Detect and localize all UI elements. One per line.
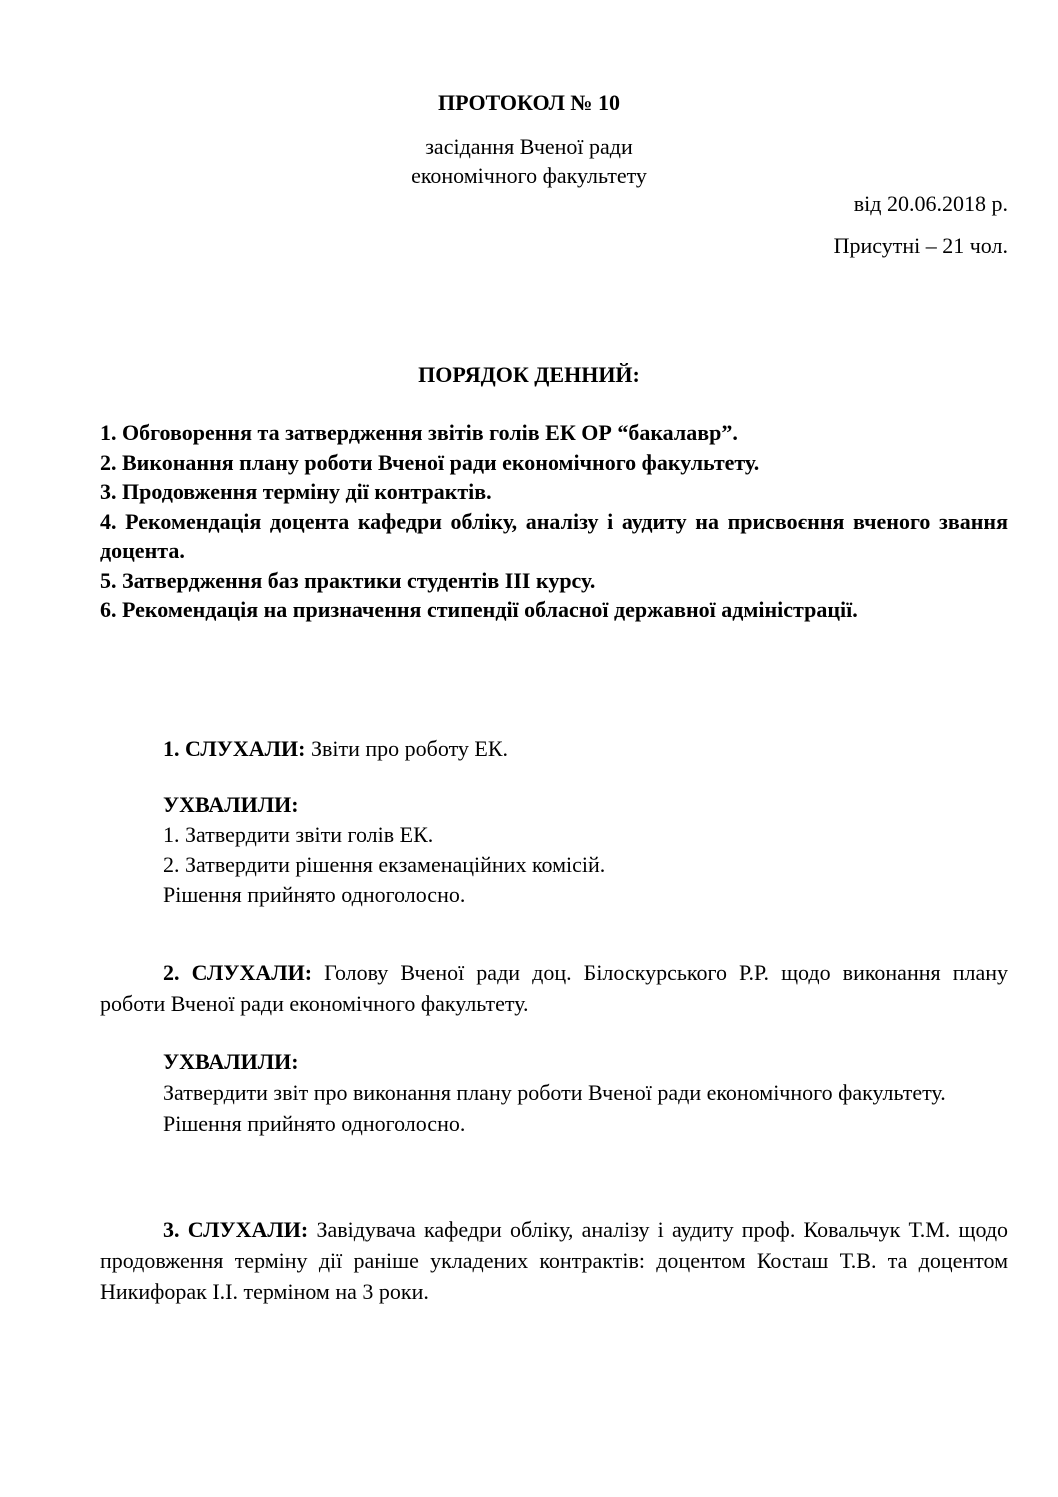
heard-paragraph — [100, 733, 1008, 764]
attendance-count: Присутні – 21 чол. — [833, 233, 1008, 258]
agenda-item: 5. Затвердження баз практики студентів ІІІ курсу. — [100, 567, 596, 593]
heard-label: 1. СЛУХАЛИ: — [163, 736, 306, 761]
resolved-label: УХВАЛИЛИ: — [163, 1049, 299, 1074]
heard-label: 3. СЛУХАЛИ: — [163, 1217, 309, 1242]
resolved-note: Рішення прийнято одноголосно. — [163, 1111, 466, 1136]
section-1 — [100, 733, 1008, 910]
agenda-item: 1. Обговорення та затвердження звітів голів ЕК ОР “бакалавр”. — [100, 420, 738, 445]
protocol-title: ПРОТОКОЛ № 10 — [438, 90, 620, 115]
resolved-paragraph: Затвердити звіт про виконання плану роботи Вченої ради економічного факультету. — [163, 1080, 946, 1105]
heard-text: Голову Вченої ради доц. Білоскурського Р.Р. щодо виконання плану роботи Вченої ради економічного факультету. — [100, 960, 1008, 1016]
heard-text: Завідувача кафедри обліку, аналізу і аудиту проф. Ковальчук Т.М. щодо продовження терміну дії раніше укладених контрактів: доцентом Косташ Т.В. та доцентом Никифорак І.І. терміном на 3 роки. — [100, 1217, 1009, 1304]
protocol-date: від 20.06.2018 р. — [853, 191, 1008, 216]
agenda-item: 4. Рекомендація доцента кафедри обліку, аналізу і аудиту на присвоєння вченого звання доцента. — [100, 508, 1008, 563]
resolved-label: УХВАЛИЛИ: — [163, 792, 299, 817]
heard-paragraph — [100, 1214, 1008, 1307]
heard-label: 2. СЛУХАЛИ: — [163, 960, 313, 985]
section-2 — [100, 957, 1008, 1139]
resolved-line: 1. Затвердити звіти голів ЕК. — [163, 822, 434, 847]
agenda-item: 3. Продовження терміну дії контрактів. — [100, 479, 492, 504]
heard-paragraph — [100, 957, 1008, 1019]
heard-text: Звіти про роботу ЕК. — [305, 736, 509, 761]
agenda-heading: ПОРЯДОК ДЕННИЙ: — [418, 362, 640, 387]
agenda-item: 6. Рекомендація на призначення стипендії обласної державної адміністрації. — [100, 597, 858, 622]
resolved-line: 2. Затвердити рішення екзаменаційних комісій. — [163, 852, 606, 877]
resolved-line: Рішення прийнято одноголосно. — [163, 882, 466, 907]
protocol-subtitle-line1: засідання Вченої ради — [425, 134, 633, 159]
agenda-list — [100, 418, 1008, 625]
section-3 — [100, 1214, 1008, 1307]
agenda-item: 2. Виконання плану роботи Вченої ради економічного факультету. — [100, 449, 760, 475]
protocol-subtitle-line2: економічного факультету — [411, 163, 647, 188]
